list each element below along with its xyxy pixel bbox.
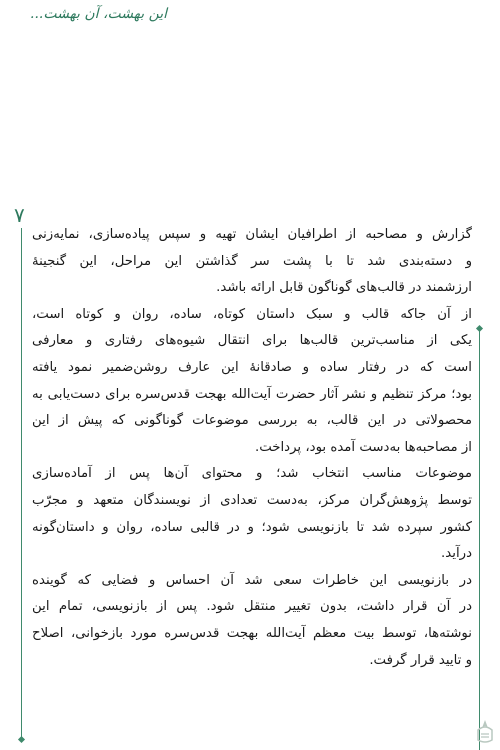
text-line: یکی از مناسب‌ترین قالب‌ها برای انتقال شیوه‌های رفتاری و معارفی [32, 333, 472, 349]
text-line: بود؛ مرکز تنظیم و نشر آثار حضرت آیت‌الله بهجت قدس‌سره برای دست‌یابی به [32, 386, 472, 402]
text-line: گزارش و مصاحبه از اطرافیان ایشان تهیه و سپس پیاده‌سازی، نمایه‌زنی [32, 227, 472, 242]
text-line: ارزشمند در قالب‌های گوناگون قابل ارائه باشد. [216, 280, 472, 296]
text-line: موضوعات مناسب انتخاب شد؛ و محتوای آن‌ها پس از آماده‌سازی [32, 466, 472, 482]
text-line: توسط پژوهش‌گران مرکز، به‌دست تعدادی از نویسندگان متعهد و مجرّب [32, 492, 472, 508]
body-text [32, 222, 472, 674]
text-line: کشور سپرده شد تا بازنویسی شود؛ و در قالبی ساده، روان و داستان‌گونه [32, 519, 472, 535]
margin-rule-left [21, 228, 22, 738]
margin-rule-right [479, 330, 480, 750]
page-number: ۷ [14, 203, 25, 227]
text-line: و تایید قرار گرفت. [369, 652, 472, 668]
paragraph [32, 461, 472, 567]
text-line: در آن قرار داشت، بدون تغییر منتقل شود. پس از بازنویسی، تمام این [32, 599, 472, 615]
text-line: محصولاتی در این قالب، به بررسی موضوعات گوناگونی که پیش از این [32, 413, 472, 429]
text-line: از آن جاکه قالب و سبک داستان کوتاه، ساده، روان و کوتاه است، [32, 306, 472, 322]
text-line: درآید. [441, 546, 472, 562]
publisher-logo-icon [474, 718, 496, 744]
running-header: این بهشت، آن بهشت... [30, 6, 168, 22]
paragraph [32, 302, 472, 462]
text-line: است که در رفتار ساده و صادقانهٔ این عارف روشن‌ضمیر نمود یافته [32, 359, 472, 375]
text-line: در بازنویسی این خاطرات سعی شد آن احساس و فضایی که گوینده [32, 572, 472, 588]
paragraph [32, 222, 472, 302]
text-line: از مصاحبه‌ها به‌دست آمده بود، پرداخت. [254, 439, 472, 455]
text-line: نوشته‌ها، توسط بیت معظم آیت‌الله بهجت قدس‌سره مورد بازخوانی، اصلاح [32, 625, 472, 641]
paragraph [32, 568, 472, 674]
text-line: و دسته‌بندی شد تا با پشت سر گذاشتن این مراحل، این گنجینهٔ [32, 253, 472, 269]
